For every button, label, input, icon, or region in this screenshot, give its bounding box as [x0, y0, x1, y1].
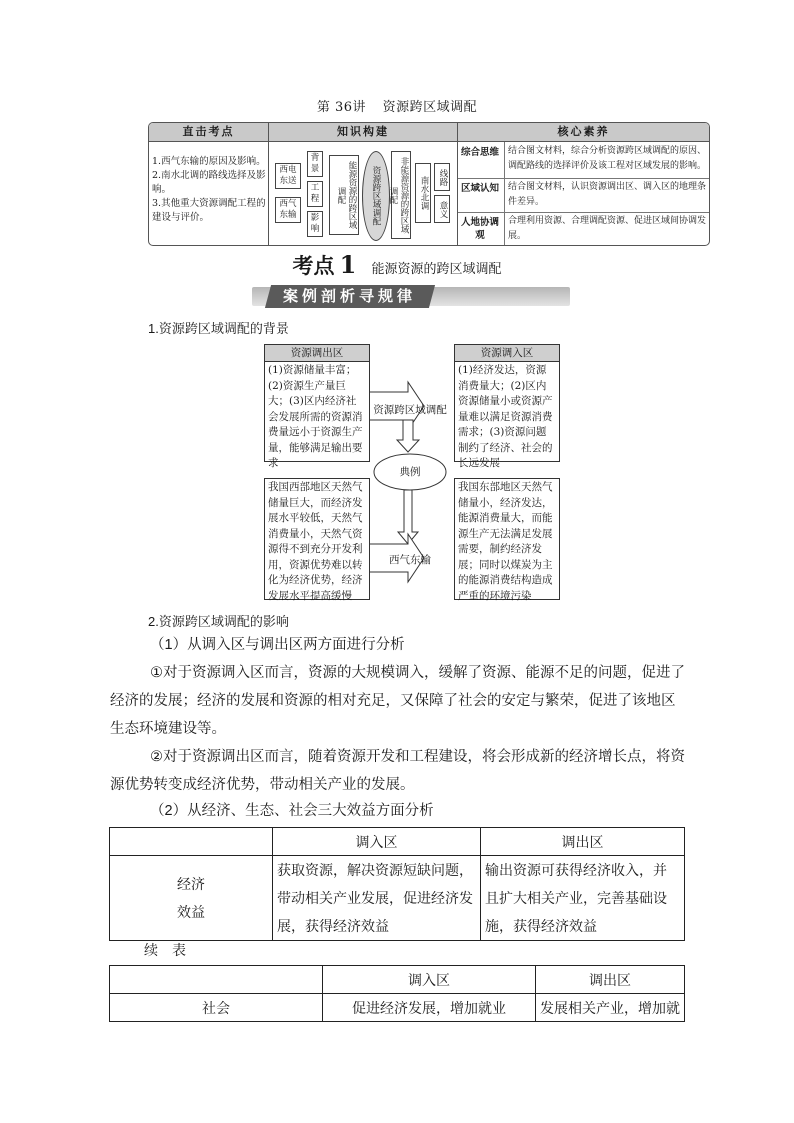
kaodian-number: 1 — [339, 250, 357, 279]
section1-heading: 1.资源跨区域调配的背景 — [148, 321, 289, 336]
exam-points — [152, 155, 268, 225]
banner-label — [265, 285, 435, 308]
banner-text: 案例剖析寻规律 — [283, 288, 417, 305]
exam-point: 1.西气东输的原因及影响。 — [152, 156, 266, 167]
target-region-box — [454, 344, 560, 469]
west-region-box — [264, 478, 370, 600]
section2-paragraph-2: ②对于资源调出区而言，随着资源开发和工程建设，将会形成新的经济增长点，将资源优势转变成经济优势，带动相关产业的发展。 — [110, 749, 685, 793]
table-row — [110, 966, 685, 994]
kb-south-north-water: 南水北调 — [415, 163, 431, 223]
kb-west-east-power: 西电东送 — [275, 163, 301, 189]
kb-non-energy-transfer: 非能源资源的跨区域调配 — [391, 151, 411, 239]
benefit-table — [109, 827, 685, 941]
section2-paragraph-1: ①对于资源调入区而言，资源的大规模调入，缓解了资源、能源不足的问题，促进了经济的发展；经济的发展和资源的相对充足，又保障了社会的安定与繁荣，促进了该地区生态环境建设等。 — [110, 665, 685, 737]
kaodian-label: 考点 — [292, 253, 335, 278]
benefit-table-continued — [109, 965, 685, 1022]
kaodian-subtitle: 能源资源的跨区域调配 — [371, 261, 502, 276]
core-row — [458, 212, 709, 244]
target-region-body: (1)经济发达，资源消费量大；(2)区内资源储量小或资源产量难以满足资源消费需求；(3)资源问题制约了经济、社会的长远发展 — [458, 364, 553, 469]
source-region-box — [264, 344, 370, 469]
kb-route: 线路 — [434, 163, 450, 191]
summary-header-points: 直击考点 — [149, 123, 268, 141]
kb-impact: 影响 — [307, 211, 323, 237]
table-cell: 发展相关产业，增加就 — [536, 994, 685, 1022]
table-row — [110, 994, 685, 1022]
summary-col-divider — [268, 123, 269, 245]
west-region-body: 我国西部地区天然气储量巨大，而经济发展水平较低，天然气消费量小，天然气资源得不到充分开发利用，资源优势难以转化为经济优势，经济发展水平提高缓慢 — [268, 481, 363, 602]
section2-heading: 2.资源跨区域调配的影响 — [148, 614, 289, 629]
section2-sub1: （1）从调入区与调出区两方面进行分析 — [150, 637, 405, 653]
example-label: 典例 — [399, 466, 421, 478]
section2-sub2: （2）从经济、生态、社会三大效益方面分析 — [150, 803, 434, 819]
core-label: 人地协调观 — [460, 217, 499, 241]
core-text: 结合图文材料，认识资源调出区、调入区的地理条件差异。 — [508, 182, 707, 207]
arrow-down-icon — [397, 420, 419, 452]
core-literacy — [458, 142, 709, 245]
lecture-title — [0, 96, 794, 115]
core-text: 合理利用资源、合理调配资源、促进区域间协调发展。 — [508, 216, 707, 241]
kb-significance: 意义 — [434, 195, 450, 223]
kb-engineering: 工程 — [307, 181, 323, 207]
table-cell: 输出资源可获得经济收入，并且扩大相关产业，完善基础设施，获得经济效益 — [481, 856, 685, 941]
summary-header-knowledge: 知识构建 — [269, 123, 457, 141]
lecture-number: 第 36讲 — [316, 100, 367, 115]
kb-resource-transfer-ellipse: 资源跨区域调配 — [362, 151, 390, 241]
table-header-cell — [110, 828, 273, 856]
core-divider — [504, 142, 505, 245]
table-header-cell: 调入区 — [273, 828, 481, 856]
arrow-label-gas: 西气东输 — [389, 554, 431, 566]
row-label: 社会 — [110, 994, 323, 1022]
arrow-label-transfer: 资源跨区域调配 — [373, 404, 447, 416]
table-header-cell: 调入区 — [323, 966, 536, 994]
kaodian-title — [0, 250, 794, 280]
kb-energy-transfer: 能源资源的跨区域调配 — [329, 155, 359, 235]
summary-table — [148, 122, 710, 246]
table-header-cell — [110, 966, 323, 994]
continued-label: 续 表 — [144, 942, 186, 958]
core-row — [458, 142, 709, 179]
table-header-cell: 调出区 — [536, 966, 685, 994]
kb-background: 背景 — [307, 151, 323, 177]
table-cell: 促进经济发展，增加就业 — [323, 994, 536, 1022]
core-label: 区域认知 — [460, 183, 499, 194]
east-region-box — [454, 478, 560, 600]
row-label: 经济效益 — [177, 876, 205, 920]
table-header-cell: 调出区 — [481, 828, 685, 856]
east-region-body: 我国东部地区天然气储量小，经济发达，能源消费量大，而能源生产无法满足发展需要，制约经济发展；同时以煤炭为主的能源消费结构造成严重的环境污染 — [458, 481, 553, 602]
core-label: 综合思维 — [460, 147, 499, 158]
exam-point: 3.其他重大资源调配工程的建设与评价。 — [152, 198, 266, 223]
exam-point: 2.南水北调的路线选择及影响。 — [152, 170, 266, 195]
table-row — [110, 828, 685, 856]
lecture-name: 资源跨区域调配 — [382, 100, 478, 115]
source-region-body: (1)资源储量丰富；(2)资源生产量巨大；(3)区内经济社会发展所需的资源消费量远小于资源生产量，能够满足输出要求 — [268, 364, 363, 469]
table-row — [110, 856, 685, 941]
core-text: 结合图文材料，综合分析资源跨区域调配的原因、调配路线的选择评价及该工程对区域发展的影响。 — [508, 146, 707, 171]
core-row — [458, 178, 709, 213]
target-region-head: 资源调入区 — [455, 345, 559, 362]
source-region-head: 资源调出区 — [265, 345, 369, 362]
summary-header-core: 核心素养 — [458, 123, 709, 141]
table-cell: 获取资源，解决资源短缺问题，带动相关产业发展，促进经济发展，获得经济效益 — [273, 856, 481, 941]
kb-west-east-gas: 西气东输 — [275, 197, 301, 223]
